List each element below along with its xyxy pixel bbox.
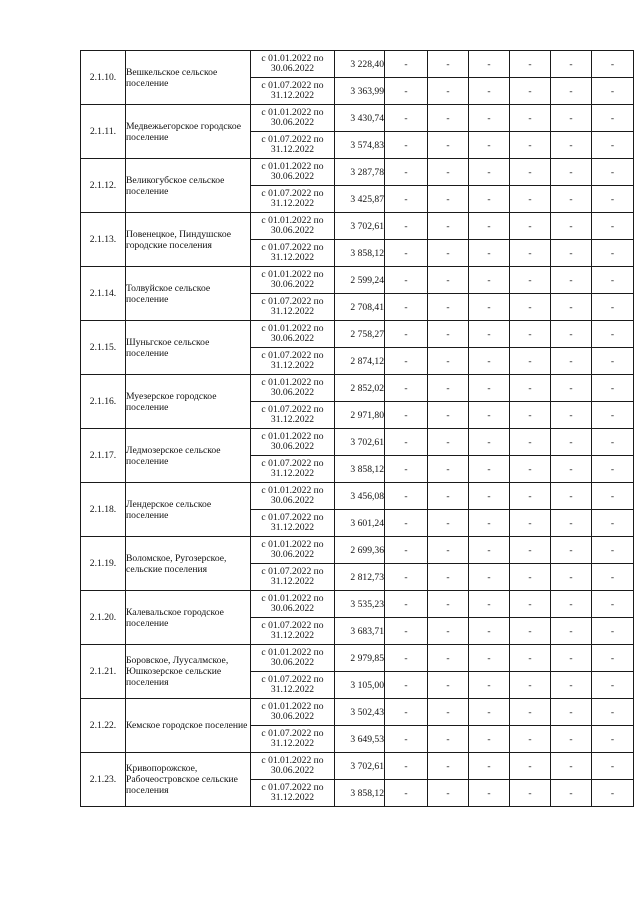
empty-value-cell: -: [385, 186, 428, 213]
empty-value-cell: -: [551, 186, 592, 213]
empty-value-cell: -: [592, 780, 634, 807]
empty-value-cell: -: [385, 564, 428, 591]
empty-value-cell: -: [551, 699, 592, 726]
empty-value-cell: -: [385, 753, 428, 780]
rate-cell: 3 456,08: [335, 483, 385, 510]
empty-value-cell: -: [592, 591, 634, 618]
settlement-name: Воломское, Ругозерское, сельские поселения: [126, 537, 251, 591]
empty-value-cell: -: [385, 321, 428, 348]
empty-value-cell: -: [551, 348, 592, 375]
empty-value-cell: -: [551, 780, 592, 807]
empty-value-cell: -: [551, 240, 592, 267]
empty-value-cell: -: [592, 294, 634, 321]
period-cell: с 01.07.2022 по 31.12.2022: [251, 456, 335, 483]
rate-cell: 2 852,02: [335, 375, 385, 402]
empty-value-cell: -: [469, 618, 510, 645]
period-cell: с 01.01.2022 по 30.06.2022: [251, 591, 335, 618]
row-number: 2.1.10.: [81, 51, 126, 105]
empty-value-cell: -: [592, 186, 634, 213]
empty-value-cell: -: [428, 672, 469, 699]
empty-value-cell: -: [592, 321, 634, 348]
settlement-name: Шуньгское сельское поселение: [126, 321, 251, 375]
settlement-name: Вешкельское сельское поселение: [126, 51, 251, 105]
table-row: [81, 267, 634, 294]
empty-value-cell: -: [428, 402, 469, 429]
rate-cell: 3 363,99: [335, 78, 385, 105]
empty-value-cell: -: [469, 105, 510, 132]
empty-value-cell: -: [551, 213, 592, 240]
period-cell: с 01.07.2022 по 31.12.2022: [251, 78, 335, 105]
period-cell: с 01.01.2022 по 30.06.2022: [251, 267, 335, 294]
row-number: 2.1.17.: [81, 429, 126, 483]
empty-value-cell: -: [428, 159, 469, 186]
empty-value-cell: -: [592, 672, 634, 699]
empty-value-cell: -: [428, 78, 469, 105]
empty-value-cell: -: [385, 537, 428, 564]
empty-value-cell: -: [510, 348, 551, 375]
settlement-name: Кривопорожское, Рабочеостровское сельские поселения: [126, 753, 251, 807]
empty-value-cell: -: [385, 645, 428, 672]
period-cell: с 01.07.2022 по 31.12.2022: [251, 726, 335, 753]
empty-value-cell: -: [385, 402, 428, 429]
empty-value-cell: -: [592, 78, 634, 105]
empty-value-cell: -: [385, 483, 428, 510]
empty-value-cell: -: [510, 213, 551, 240]
table-row: [81, 429, 634, 456]
empty-value-cell: -: [428, 618, 469, 645]
empty-value-cell: -: [592, 132, 634, 159]
empty-value-cell: -: [385, 240, 428, 267]
empty-value-cell: -: [592, 537, 634, 564]
table-row: [81, 213, 634, 240]
empty-value-cell: -: [592, 699, 634, 726]
empty-value-cell: -: [510, 672, 551, 699]
empty-value-cell: -: [385, 456, 428, 483]
empty-value-cell: -: [592, 483, 634, 510]
rate-cell: 2 708,41: [335, 294, 385, 321]
table-row: [81, 591, 634, 618]
empty-value-cell: -: [469, 159, 510, 186]
empty-value-cell: -: [510, 537, 551, 564]
period-cell: с 01.07.2022 по 31.12.2022: [251, 618, 335, 645]
empty-value-cell: -: [510, 78, 551, 105]
empty-value-cell: -: [510, 402, 551, 429]
rate-cell: 2 812,73: [335, 564, 385, 591]
rate-cell: 3 858,12: [335, 456, 385, 483]
empty-value-cell: -: [551, 78, 592, 105]
empty-value-cell: -: [551, 105, 592, 132]
empty-value-cell: -: [551, 483, 592, 510]
settlement-name: Калевальское городское поселение: [126, 591, 251, 645]
row-number: 2.1.11.: [81, 105, 126, 159]
empty-value-cell: -: [428, 456, 469, 483]
row-number: 2.1.12.: [81, 159, 126, 213]
empty-value-cell: -: [428, 348, 469, 375]
empty-value-cell: -: [428, 753, 469, 780]
empty-value-cell: -: [428, 510, 469, 537]
empty-value-cell: -: [428, 591, 469, 618]
empty-value-cell: -: [469, 240, 510, 267]
empty-value-cell: -: [592, 213, 634, 240]
table-row: [81, 51, 634, 78]
empty-value-cell: -: [551, 753, 592, 780]
table-row: [81, 753, 634, 780]
settlement-name: Кемское городское поселение: [126, 699, 251, 753]
empty-value-cell: -: [510, 699, 551, 726]
empty-value-cell: -: [428, 429, 469, 456]
row-number: 2.1.14.: [81, 267, 126, 321]
rate-cell: 3 649,53: [335, 726, 385, 753]
empty-value-cell: -: [469, 402, 510, 429]
period-cell: с 01.07.2022 по 31.12.2022: [251, 402, 335, 429]
empty-value-cell: -: [469, 51, 510, 78]
empty-value-cell: -: [469, 348, 510, 375]
empty-value-cell: -: [469, 321, 510, 348]
rate-cell: 3 683,71: [335, 618, 385, 645]
empty-value-cell: -: [592, 645, 634, 672]
empty-value-cell: -: [469, 429, 510, 456]
empty-value-cell: -: [592, 348, 634, 375]
empty-value-cell: -: [469, 591, 510, 618]
empty-value-cell: -: [551, 672, 592, 699]
empty-value-cell: -: [592, 456, 634, 483]
empty-value-cell: -: [551, 510, 592, 537]
empty-value-cell: -: [592, 51, 634, 78]
empty-value-cell: -: [510, 159, 551, 186]
empty-value-cell: -: [551, 645, 592, 672]
rate-cell: 3 601,24: [335, 510, 385, 537]
empty-value-cell: -: [510, 726, 551, 753]
empty-value-cell: -: [551, 456, 592, 483]
period-cell: с 01.01.2022 по 30.06.2022: [251, 51, 335, 78]
empty-value-cell: -: [551, 726, 592, 753]
empty-value-cell: -: [469, 375, 510, 402]
rate-cell: 3 858,12: [335, 780, 385, 807]
empty-value-cell: -: [510, 429, 551, 456]
row-number: 2.1.19.: [81, 537, 126, 591]
period-cell: с 01.07.2022 по 31.12.2022: [251, 510, 335, 537]
rate-cell: 2 874,12: [335, 348, 385, 375]
empty-value-cell: -: [385, 780, 428, 807]
empty-value-cell: -: [551, 618, 592, 645]
empty-value-cell: -: [385, 105, 428, 132]
empty-value-cell: -: [428, 132, 469, 159]
table-row: [81, 375, 634, 402]
settlement-name: Толвуйское сельское поселение: [126, 267, 251, 321]
empty-value-cell: -: [469, 564, 510, 591]
period-cell: с 01.07.2022 по 31.12.2022: [251, 132, 335, 159]
empty-value-cell: -: [510, 375, 551, 402]
empty-value-cell: -: [428, 726, 469, 753]
table-row: [81, 699, 634, 726]
tariff-table: [80, 50, 634, 807]
settlement-name: Муезерское городское поселение: [126, 375, 251, 429]
empty-value-cell: -: [385, 267, 428, 294]
empty-value-cell: -: [551, 294, 592, 321]
table-row: [81, 159, 634, 186]
empty-value-cell: -: [510, 51, 551, 78]
empty-value-cell: -: [385, 618, 428, 645]
rate-cell: 3 702,61: [335, 753, 385, 780]
period-cell: с 01.07.2022 по 31.12.2022: [251, 780, 335, 807]
row-number: 2.1.18.: [81, 483, 126, 537]
period-cell: с 01.07.2022 по 31.12.2022: [251, 294, 335, 321]
empty-value-cell: -: [510, 240, 551, 267]
empty-value-cell: -: [469, 483, 510, 510]
empty-value-cell: -: [385, 591, 428, 618]
rate-cell: 3 430,74: [335, 105, 385, 132]
empty-value-cell: -: [469, 456, 510, 483]
empty-value-cell: -: [428, 780, 469, 807]
rate-cell: 3 228,40: [335, 51, 385, 78]
empty-value-cell: -: [428, 51, 469, 78]
empty-value-cell: -: [385, 294, 428, 321]
empty-value-cell: -: [428, 294, 469, 321]
table-row: [81, 483, 634, 510]
period-cell: с 01.07.2022 по 31.12.2022: [251, 186, 335, 213]
table-row: [81, 105, 634, 132]
empty-value-cell: -: [510, 618, 551, 645]
empty-value-cell: -: [592, 564, 634, 591]
row-number: 2.1.21.: [81, 645, 126, 699]
empty-value-cell: -: [551, 159, 592, 186]
rate-cell: 3 574,83: [335, 132, 385, 159]
empty-value-cell: -: [592, 429, 634, 456]
empty-value-cell: -: [428, 375, 469, 402]
empty-value-cell: -: [510, 510, 551, 537]
empty-value-cell: -: [551, 51, 592, 78]
empty-value-cell: -: [469, 294, 510, 321]
empty-value-cell: -: [428, 267, 469, 294]
rate-cell: 2 599,24: [335, 267, 385, 294]
empty-value-cell: -: [592, 402, 634, 429]
period-cell: с 01.07.2022 по 31.12.2022: [251, 672, 335, 699]
empty-value-cell: -: [385, 699, 428, 726]
empty-value-cell: -: [592, 240, 634, 267]
empty-value-cell: -: [510, 483, 551, 510]
rate-cell: 3 702,61: [335, 429, 385, 456]
empty-value-cell: -: [385, 726, 428, 753]
empty-value-cell: -: [469, 78, 510, 105]
empty-value-cell: -: [428, 483, 469, 510]
empty-value-cell: -: [510, 294, 551, 321]
settlement-name: Ледмозерское сельское поселение: [126, 429, 251, 483]
period-cell: с 01.01.2022 по 30.06.2022: [251, 753, 335, 780]
empty-value-cell: -: [469, 699, 510, 726]
empty-value-cell: -: [428, 240, 469, 267]
empty-value-cell: -: [385, 132, 428, 159]
empty-value-cell: -: [510, 591, 551, 618]
rate-cell: 3 502,43: [335, 699, 385, 726]
empty-value-cell: -: [592, 510, 634, 537]
empty-value-cell: -: [428, 537, 469, 564]
empty-value-cell: -: [385, 510, 428, 537]
rate-cell: 2 979,85: [335, 645, 385, 672]
settlement-name: Лендерское сельское поселение: [126, 483, 251, 537]
empty-value-cell: -: [551, 591, 592, 618]
empty-value-cell: -: [551, 429, 592, 456]
period-cell: с 01.01.2022 по 30.06.2022: [251, 483, 335, 510]
empty-value-cell: -: [469, 213, 510, 240]
empty-value-cell: -: [469, 672, 510, 699]
settlement-name: Великогубское сельское поселение: [126, 159, 251, 213]
empty-value-cell: -: [510, 105, 551, 132]
empty-value-cell: -: [592, 159, 634, 186]
rate-cell: 3 425,87: [335, 186, 385, 213]
empty-value-cell: -: [469, 186, 510, 213]
row-number: 2.1.23.: [81, 753, 126, 807]
empty-value-cell: -: [385, 51, 428, 78]
empty-value-cell: -: [428, 321, 469, 348]
empty-value-cell: -: [385, 213, 428, 240]
rate-cell: 2 699,36: [335, 537, 385, 564]
rate-cell: 3 105,00: [335, 672, 385, 699]
empty-value-cell: -: [551, 321, 592, 348]
empty-value-cell: -: [510, 267, 551, 294]
empty-value-cell: -: [510, 132, 551, 159]
row-number: 2.1.16.: [81, 375, 126, 429]
empty-value-cell: -: [592, 618, 634, 645]
empty-value-cell: -: [551, 402, 592, 429]
empty-value-cell: -: [510, 456, 551, 483]
period-cell: с 01.07.2022 по 31.12.2022: [251, 348, 335, 375]
period-cell: с 01.01.2022 по 30.06.2022: [251, 375, 335, 402]
rate-cell: 2 758,27: [335, 321, 385, 348]
empty-value-cell: -: [428, 186, 469, 213]
period-cell: с 01.07.2022 по 31.12.2022: [251, 240, 335, 267]
rate-cell: 3 858,12: [335, 240, 385, 267]
period-cell: с 01.01.2022 по 30.06.2022: [251, 159, 335, 186]
empty-value-cell: -: [510, 186, 551, 213]
table-row: [81, 321, 634, 348]
empty-value-cell: -: [469, 726, 510, 753]
table-row: [81, 537, 634, 564]
period-cell: с 01.01.2022 по 30.06.2022: [251, 105, 335, 132]
empty-value-cell: -: [469, 645, 510, 672]
empty-value-cell: -: [469, 753, 510, 780]
period-cell: с 01.01.2022 по 30.06.2022: [251, 213, 335, 240]
empty-value-cell: -: [428, 564, 469, 591]
period-cell: с 01.01.2022 по 30.06.2022: [251, 321, 335, 348]
empty-value-cell: -: [385, 429, 428, 456]
empty-value-cell: -: [551, 267, 592, 294]
empty-value-cell: -: [385, 159, 428, 186]
empty-value-cell: -: [469, 510, 510, 537]
rate-cell: 3 702,61: [335, 213, 385, 240]
settlement-name: Медвежьегорское городское поселение: [126, 105, 251, 159]
empty-value-cell: -: [551, 537, 592, 564]
empty-value-cell: -: [510, 564, 551, 591]
row-number: 2.1.15.: [81, 321, 126, 375]
row-number: 2.1.13.: [81, 213, 126, 267]
period-cell: с 01.01.2022 по 30.06.2022: [251, 537, 335, 564]
period-cell: с 01.01.2022 по 30.06.2022: [251, 429, 335, 456]
empty-value-cell: -: [385, 348, 428, 375]
empty-value-cell: -: [469, 132, 510, 159]
rate-cell: 3 287,78: [335, 159, 385, 186]
empty-value-cell: -: [551, 564, 592, 591]
empty-value-cell: -: [428, 699, 469, 726]
empty-value-cell: -: [428, 645, 469, 672]
empty-value-cell: -: [592, 375, 634, 402]
empty-value-cell: -: [469, 267, 510, 294]
empty-value-cell: -: [592, 105, 634, 132]
settlement-name: Повенецкое, Пиндушское городские поселения: [126, 213, 251, 267]
empty-value-cell: -: [385, 375, 428, 402]
empty-value-cell: -: [592, 753, 634, 780]
period-cell: с 01.01.2022 по 30.06.2022: [251, 699, 335, 726]
row-number: 2.1.20.: [81, 591, 126, 645]
empty-value-cell: -: [510, 780, 551, 807]
empty-value-cell: -: [510, 645, 551, 672]
period-cell: с 01.07.2022 по 31.12.2022: [251, 564, 335, 591]
empty-value-cell: -: [510, 753, 551, 780]
empty-value-cell: -: [510, 321, 551, 348]
empty-value-cell: -: [469, 537, 510, 564]
empty-value-cell: -: [592, 726, 634, 753]
empty-value-cell: -: [592, 267, 634, 294]
settlement-name: Боровское, Луусалмское, Юшкозерское сельские поселения: [126, 645, 251, 699]
rate-cell: 3 535,23: [335, 591, 385, 618]
empty-value-cell: -: [428, 213, 469, 240]
rate-cell: 2 971,80: [335, 402, 385, 429]
table-row: [81, 645, 634, 672]
empty-value-cell: -: [428, 105, 469, 132]
empty-value-cell: -: [385, 672, 428, 699]
empty-value-cell: -: [385, 78, 428, 105]
period-cell: с 01.01.2022 по 30.06.2022: [251, 645, 335, 672]
empty-value-cell: -: [551, 132, 592, 159]
empty-value-cell: -: [469, 780, 510, 807]
empty-value-cell: -: [551, 375, 592, 402]
row-number: 2.1.22.: [81, 699, 126, 753]
